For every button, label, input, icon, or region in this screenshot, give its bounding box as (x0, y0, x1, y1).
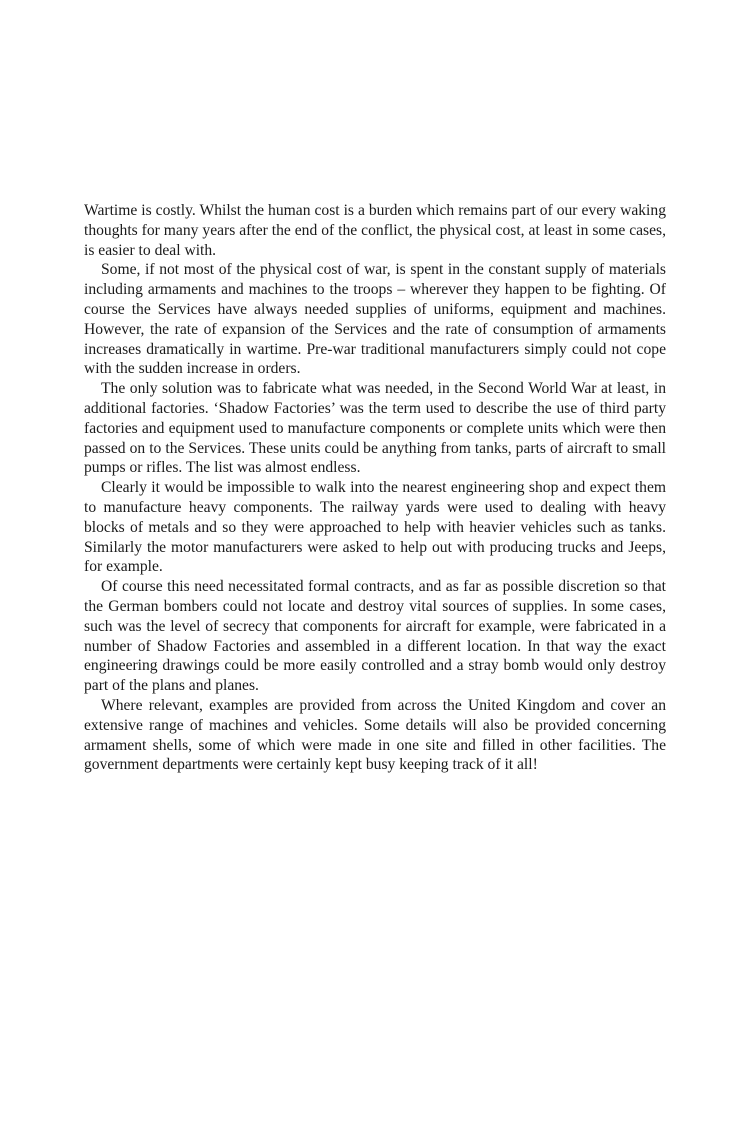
body-text (84, 201, 666, 775)
paragraph-5: Of course this need necessitated formal contracts, and as far as possible discretion so that the German bombers could not locate and destroy vital sources of supplies. In some cases, such was the level of secrecy that components for aircraft for example, were fabricated in a number of Shadow Factories and assembled in a different location. In that way the exact engineering drawings could be more easily controlled and a stray bomb would only destroy part of the plans and planes. (84, 578, 666, 695)
paragraph-3: The only solution was to fabricate what was needed, in the Second World War at least, in additional factories. ‘Shadow Factories’ was the term used to describe the use of third party factories and equipment used to manufacture components or complete units which were then passed on to the Services. These units could be anything from tanks, parts of aircraft to small pumps or rifles. The list was almost endless. (84, 380, 666, 477)
paragraph-2: Some, if not most of the physical cost of war, is spent in the constant supply of materials including armaments and machines to the troops – wherever they happen to be fighting. Of course the Services have always needed supplies of uniforms, equipment and machines. However, the rate of expansion of the Services and the rate of consumption of armaments increases dramatically in wartime. Pre-war traditional manufacturers simply could not cope with the sudden increase in orders. (84, 261, 666, 378)
paragraph-4: Clearly it would be impossible to walk into the nearest engineering shop and expect them to manufacture heavy components. The railway yards were used to dealing with heavy blocks of metals and so they were approached to help with heavier vehicles such as tanks. Similarly the motor manufacturers were asked to help out with producing trucks and Jeeps, for example. (84, 479, 666, 576)
paragraph-1: Wartime is costly. Whilst the human cost is a burden which remains part of our every waking thoughts for many years after the end of the conflict, the physical cost, at least in some cases, is easier to deal with. (84, 202, 666, 259)
paragraph-6: Where relevant, examples are provided from across the United Kingdom and cover an extensive range of machines and vehicles. Some details will also be provided concerning armament shells, some of which were made in one site and filled in other facilities. The government departments were certainly kept busy keeping track of it all! (84, 696, 666, 774)
